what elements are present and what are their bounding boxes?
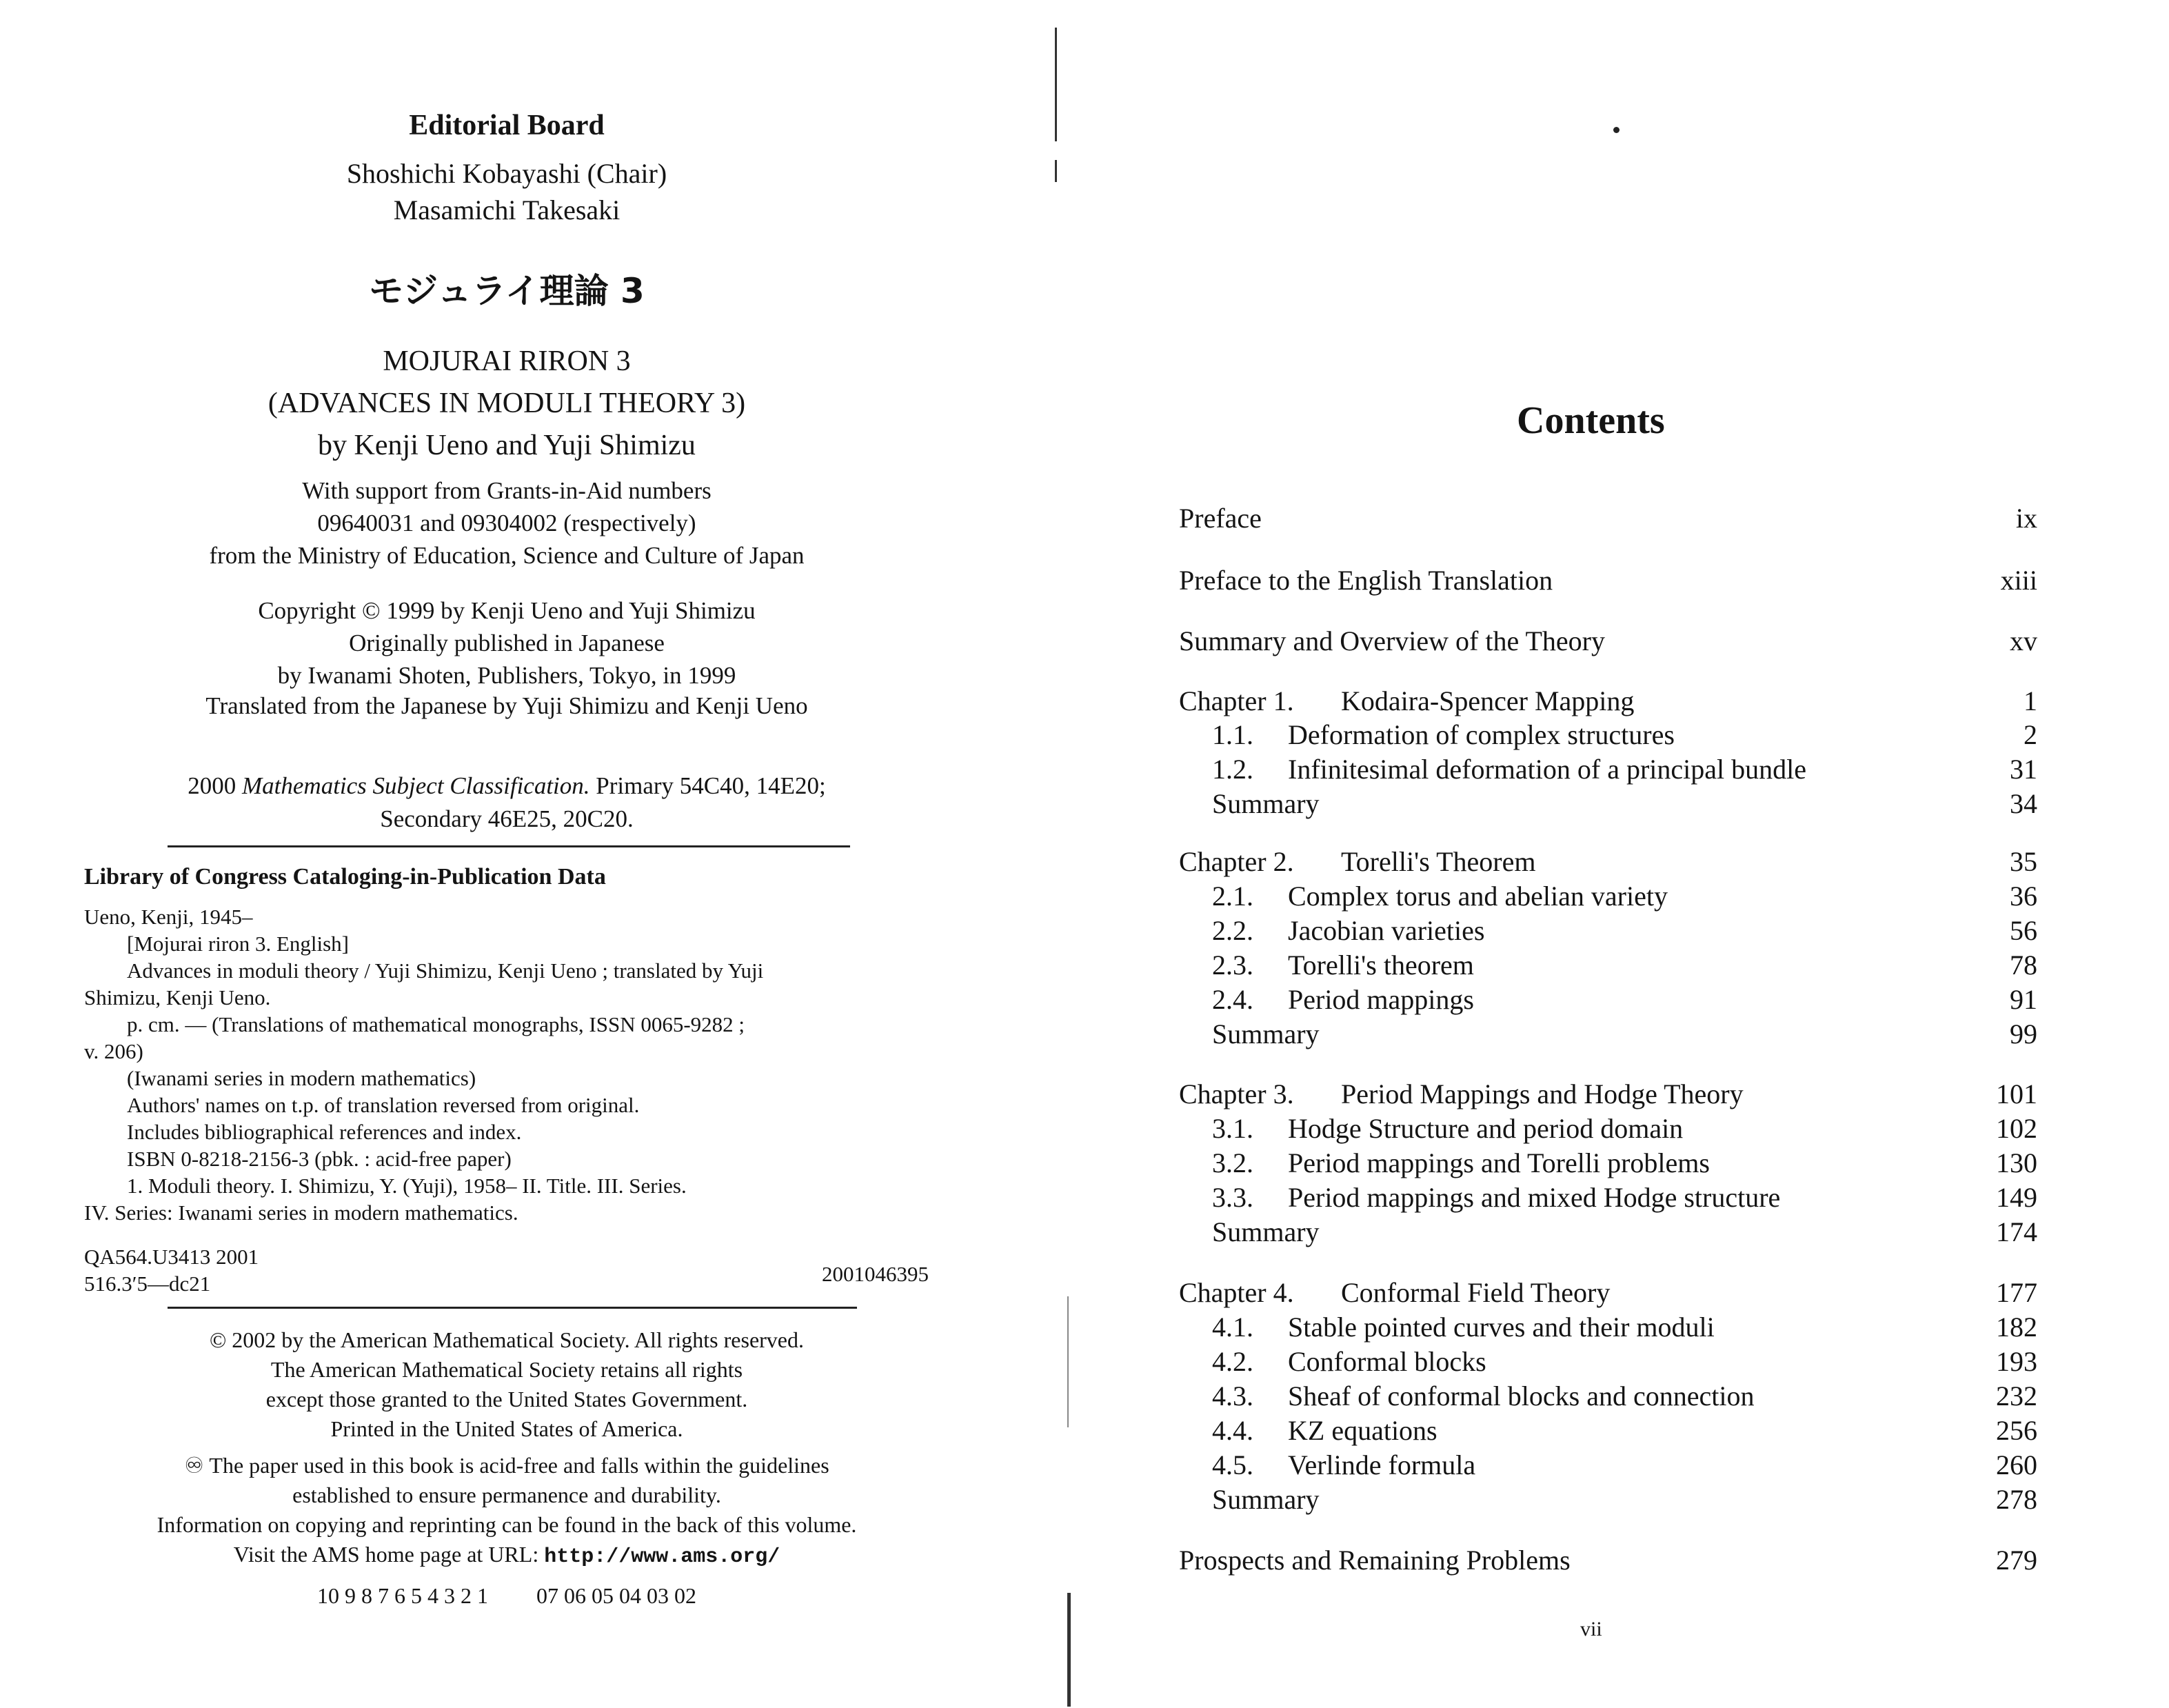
board-member: Shoshichi Kobayashi (Chair) [346,158,667,189]
authors-line: by Kenji Ueno and Yuji Shimizu [318,430,696,461]
toc-number: 4.5. [1212,1449,1253,1480]
toc-section-entry[interactable] [1179,1147,2037,1180]
editorial-board-members [62,155,951,228]
divider-rule [168,1307,857,1309]
toc-chapter-entry[interactable] [1179,845,2037,878]
toc-title: Summary [1212,1484,1320,1515]
page-folio: vii [1580,1618,1602,1640]
toc-title: Period mappings and mixed Hodge structure [1288,1182,1781,1213]
copyright-line: by Iwanami Shoten, Publishers, Tokyo, in 1999 [277,662,736,689]
cip-line: Shimizu, Kenji Ueno. [84,985,271,1009]
toc-number: 3.3. [1212,1182,1253,1213]
toc-number: 3.1. [1212,1113,1253,1144]
cip-line: 1. Moduli theory. I. Shimizu, Y. (Yuji), 1958– II. Title. III. Series. [127,1174,687,1198]
toc-page-number: 232 [1996,1380,2037,1411]
title-line: MOJURAI RIRON 3 [383,345,631,377]
toc-section-entry[interactable] [1179,983,2037,1016]
gutter-mark [1055,160,1057,182]
book-title-block [62,341,951,467]
toc-page-number: 130 [1996,1147,2037,1178]
cip-record [84,903,946,1226]
ams-line: except those granted to the United States Government. [265,1387,748,1411]
toc-page-number: 99 [2010,1018,2037,1049]
copyright-page [0,0,1062,1708]
toc-number: 2.1. [1212,881,1253,912]
toc-section-entry[interactable] [1179,1380,2037,1413]
toc-section-entry[interactable] [1179,1414,2037,1447]
cip-line: IV. Series: Iwanami series in modern mathematics. [84,1200,518,1225]
toc-number: 4.3. [1212,1380,1253,1411]
toc-number: 1.2. [1212,754,1253,785]
toc-label [1212,1112,1683,1145]
paper-line: established to ensure permanence and durability. [292,1483,721,1507]
toc-section-entry[interactable] [1179,1311,2037,1344]
toc-page-number: 193 [1996,1346,2037,1377]
toc-section-entry[interactable] [1179,1216,2037,1249]
toc-label [1179,564,1553,596]
toc-page-number: 101 [1996,1078,2037,1109]
toc-page-number: 2 [2024,719,2037,750]
toc-number: 1.1. [1212,719,1253,750]
cip-line: Authors' names on t.p. of translation reversed from original. [127,1093,640,1117]
toc-label [1212,1018,1320,1050]
toc-number: 3.2. [1212,1147,1253,1178]
toc-section-entry[interactable] [1179,1345,2037,1378]
toc-label [1212,880,1668,912]
printing-line [62,1583,951,1609]
toc-label [1212,914,1484,947]
call-number [84,1243,259,1297]
toc-page-number: 78 [2010,950,2037,981]
toc-number: 4.2. [1212,1346,1253,1377]
toc-label [1179,1276,1610,1309]
toc-number: Chapter 4. [1179,1277,1294,1308]
toc-chapter-entry[interactable] [1179,685,2037,718]
toc-title: Stable pointed curves and their moduli [1288,1312,1715,1343]
toc-section-entry[interactable] [1179,719,2037,752]
toc-page-number: 182 [1996,1312,2037,1343]
cip-line: v. 206) [84,1039,143,1063]
call-number-line: 516.3′5—dc21 [84,1272,211,1296]
toc-entry[interactable] [1179,1544,2037,1577]
toc-label [1212,753,1806,785]
toc-title: Summary [1212,1216,1320,1247]
toc-number: 2.4. [1212,984,1253,1015]
toc-label [1212,1483,1320,1516]
toc-number: 4.1. [1212,1312,1253,1343]
toc-section-entry[interactable] [1179,1181,2037,1214]
toc-section-entry[interactable] [1179,914,2037,947]
cip-line: ISBN 0-8218-2156-3 (pbk. : acid-free paper) [127,1147,512,1171]
toc-page-number: 1 [2024,685,2037,716]
toc-chapter-entry[interactable] [1179,1276,2037,1309]
toc-title: Period Mappings and Hodge Theory [1341,1078,1744,1109]
toc-title: Conformal blocks [1288,1346,1486,1377]
toc-page-number: 91 [2010,984,2037,1015]
toc-title: Period mappings [1288,984,1474,1015]
toc-label [1212,1345,1486,1378]
toc-page-number: 177 [1996,1277,2037,1308]
toc-page-number: ix [2015,503,2037,534]
toc-label [1179,1544,1571,1576]
support-line: With support from Grants-in-Aid numbers [302,477,712,504]
printing-numbers: 10 9 8 7 6 5 4 3 2 1 [317,1583,488,1608]
cip-line: Advances in moduli theory / Yuji Shimizu, Kenji Ueno ; translated by Yuji [127,958,764,983]
japanese-title: モジュライ理論 3 [369,271,645,311]
toc-number: Chapter 2. [1179,846,1294,877]
ams-copyright [62,1325,951,1444]
toc-label [1212,1414,1437,1447]
toc-label [1179,1078,1744,1110]
gutter-mark [1055,28,1057,141]
toc-title: Conformal Field Theory [1341,1277,1611,1308]
board-member: Masamichi Takesaki [393,194,621,225]
ams-line: The American Mathematical Society retains all rights [270,1357,743,1382]
toc-section-entry[interactable] [1179,1112,2037,1145]
divider-rule [168,845,850,847]
visit-prefix: Visit the AMS home page at URL: [233,1542,539,1567]
page-speck [1613,127,1620,133]
toc-label [1179,502,1262,534]
toc-title: Infinitesimal deformation of a principal bundle [1288,754,1806,785]
ams-line: © 2002 by the American Mathematical Society. All rights reserved. [209,1327,804,1352]
toc-page-number: 260 [1996,1449,2037,1480]
toc-page-number: 35 [2010,846,2037,877]
grant-support [62,474,951,572]
msc-primary: Primary 54C40, 14E20; [596,772,826,799]
toc-title: Deformation of complex structures [1288,719,1675,750]
toc-section-entry[interactable] [1179,1483,2037,1516]
toc-title: Sheaf of conformal blocks and connection [1288,1380,1755,1411]
toc-title: Torelli's theorem [1288,950,1474,981]
toc-title: KZ equations [1288,1415,1437,1446]
subject-classification [62,770,951,836]
toc-title: Summary [1212,788,1320,819]
toc-chapter-entry[interactable] [1179,1078,2037,1111]
ams-line: Printed in the United States of America. [330,1416,683,1441]
toc-page-number: 36 [2010,881,2037,912]
toc-label [1212,1181,1780,1214]
toc-page-number: 34 [2010,788,2037,819]
editorial-board-heading: Editorial Board [409,110,605,141]
toc-label [1212,787,1320,820]
toc-title: Complex torus and abelian variety [1288,881,1668,912]
toc-label [1179,625,1605,657]
toc-page-number: 174 [1996,1216,2037,1247]
title-line: (ADVANCES IN MODULI THEORY 3) [268,388,746,419]
paper-line: ♾ The paper used in this book is acid-free and falls within the guidelines [184,1453,829,1478]
support-line: 09640031 and 09304002 (respectively) [317,510,696,536]
toc-entry[interactable] [1179,625,2037,658]
toc-title: Period mappings and Torelli problems [1288,1147,1710,1178]
toc-title: Verlinde formula [1288,1449,1476,1480]
toc-label [1212,1449,1475,1481]
cip-line: Ueno, Kenji, 1945– [84,905,253,929]
msc-label: Mathematics Subject Classification. [242,772,590,799]
toc-entry[interactable] [1179,564,2037,597]
toc-label [1212,719,1675,751]
toc-number: 2.2. [1212,915,1253,946]
toc-title: Jacobian varieties [1288,915,1485,946]
toc-section-entry[interactable] [1179,880,2037,913]
toc-title: Summary and Overview of the Theory [1179,625,1605,656]
toc-section-entry[interactable] [1179,787,2037,821]
toc-section-entry[interactable] [1179,949,2037,982]
toc-title: Kodaira-Spencer Mapping [1341,685,1635,716]
cip-line: Includes bibliographical references and index. [127,1120,522,1144]
toc-title: Preface to the English Translation [1179,565,1553,596]
toc-page-number: 278 [1996,1484,2037,1515]
toc-page-number: 256 [1996,1415,2037,1446]
original-copyright [62,594,951,692]
toc-page-number: xv [2010,625,2037,656]
toc-title: Prospects and Remaining Problems [1179,1545,1571,1576]
call-number-line: QA564.U3413 2001 [84,1245,259,1269]
lccn-number: 2001046395 [822,1262,929,1286]
ams-url-link[interactable]: http://www.ams.org/ [544,1545,780,1569]
support-line: from the Ministry of Education, Science and Culture of Japan [209,542,805,569]
cip-line: (Iwanami series in modern mathematics) [127,1066,476,1090]
toc-title: Torelli's Theorem [1341,846,1536,877]
paper-line: Information on copying and reprinting can be found in the back of this volume. [157,1512,857,1537]
toc-page-number: 149 [1996,1182,2037,1213]
toc-title: Summary [1212,1018,1320,1049]
toc-number: 4.4. [1212,1415,1253,1446]
printing-years: 07 06 05 04 03 02 [536,1583,696,1608]
copyright-line: Copyright © 1999 by Kenji Ueno and Yuji Shimizu [258,597,756,624]
translation-credit: Translated from the Japanese by Yuji Shimizu and Kenji Ueno [205,692,808,719]
toc-section-entry[interactable] [1179,753,2037,786]
toc-page-number: 56 [2010,915,2037,946]
toc-label [1212,949,1474,981]
toc-page-number: 102 [1996,1113,2037,1144]
toc-label [1212,983,1474,1016]
cip-line: p. cm. — (Translations of mathematical monographs, ISSN 0065-9282 ; [127,1012,745,1036]
toc-section-entry[interactable] [1179,1449,2037,1482]
cip-heading: Library of Congress Cataloging-in-Publication Data [84,864,606,890]
toc-page-number: 31 [2010,754,2037,785]
visit-line [62,1540,951,1572]
toc-number: 2.3. [1212,950,1253,981]
toc-page-number: xiii [2000,565,2037,596]
msc-primary-line [62,770,951,803]
toc-label [1212,1216,1320,1248]
toc-label [1212,1380,1754,1412]
msc-secondary: Secondary 46E25, 20C20. [380,805,634,832]
toc-label [1212,1147,1710,1179]
toc-page-number: 279 [1996,1545,2037,1576]
paper-notice [62,1451,951,1572]
msc-year: 2000 [188,772,236,799]
toc-label [1179,845,1535,878]
contents-page [1062,0,2169,1708]
toc-entry[interactable] [1179,502,2037,535]
toc-label [1179,685,1634,717]
toc-label [1212,1311,1715,1343]
toc-title: Preface [1179,503,1262,534]
toc-title: Hodge Structure and period domain [1288,1113,1684,1144]
contents-title: Contents [1517,399,1665,442]
cip-line: [Mojurai riron 3. English] [127,932,350,956]
toc-number: Chapter 1. [1179,685,1294,716]
toc-section-entry[interactable] [1179,1018,2037,1051]
copyright-line: Originally published in Japanese [349,630,665,656]
toc-number: Chapter 3. [1179,1078,1294,1109]
